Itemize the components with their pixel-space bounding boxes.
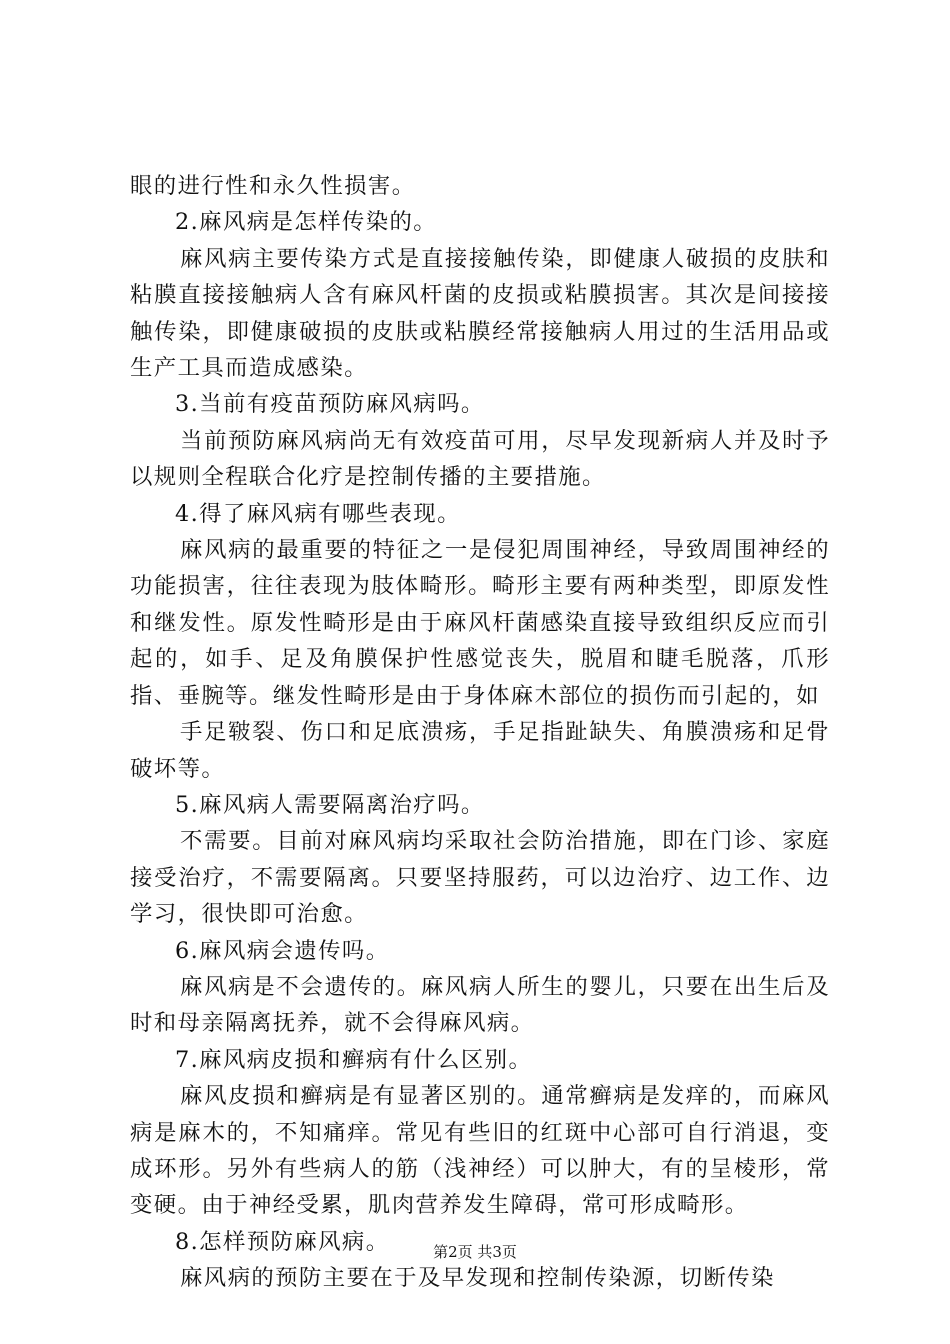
section-heading: 2.麻风病是怎样传染的。 — [175, 209, 438, 236]
section-heading: 4.得了麻风病有哪些表现。 — [175, 500, 461, 527]
body-paragraph: 麻风病主要传染方式是直接接触传染，即健康人破损的皮肤和粘膜直接接触病人含有麻风杆菌的皮损或粘膜损害。其次是间接接触传染，即健康破损的皮肤或粘膜经常接触病人用过的生活用品或生产工具而造成感染。 — [130, 245, 830, 382]
body-paragraph: 手足皲裂、伤口和足底溃疡，手足指趾缺失、角膜溃疡和足骨破坏等。 — [130, 719, 830, 782]
body-paragraph: 眼的进行性和永久性损害。 — [130, 173, 416, 199]
body-paragraph: 当前预防麻风病尚无有效疫苗可用，尽早发现新病人并及时予以规则全程联合化疗是控制传播的主要措施。 — [130, 427, 830, 491]
section-heading: 3.当前有疫苗预防麻风病吗。 — [175, 391, 485, 418]
section-heading: 5.麻风病人需要隔离治疗吗。 — [175, 791, 485, 818]
section-heading: 6.麻风病会遗传吗。 — [175, 937, 390, 964]
section-heading: 8.怎样预防麻风病。 — [175, 1228, 390, 1255]
page-footer: 第2页 共3页 — [433, 1243, 517, 1261]
body-paragraph: 麻风病的最重要的特征之一是侵犯周围神经，导致周围神经的功能损害，往往表现为肢体畸形。畸形主要有两种类型，即原发性和继发性。原发性畸形是由于麻风杆菌感染直接导致组织反应而引起的，如手、足及角膜保护性感觉丧失，脱眉和睫毛脱落，爪形指、垂腕等。继发性畸形是由于身体麻木部位的损伤而引起的，如 — [130, 537, 830, 709]
section-heading: 7.麻风病皮损和癣病有什么区别。 — [175, 1046, 533, 1073]
body-paragraph: 麻风病是不会遗传的。麻风病人所生的婴儿，只要在出生后及时和母亲隔离抚养，就不会得麻风病。 — [130, 973, 830, 1037]
body-paragraph: 麻风皮损和癣病是有显著区别的。通常癣病是发痒的，而麻风病是麻木的，不知痛痒。常见有些旧的红斑中心部可自行消退，变成环形。另外有些病人的筋（浅神经）可以肿大，有的呈棱形，常变硬。由于神经受累，肌肉营养发生障碍，常可形成畸形。 — [130, 1083, 830, 1219]
document-body — [130, 168, 830, 1297]
body-paragraph: 麻风病的预防主要在于及早发现和控制传染源，切断传染 — [180, 1265, 775, 1292]
body-paragraph: 不需要。目前对麻风病均采取社会防治措施，即在门诊、家庭接受治疗，不需要隔离。只要坚持服药，可以边治疗、边工作、边学习，很快即可治愈。 — [130, 828, 830, 928]
